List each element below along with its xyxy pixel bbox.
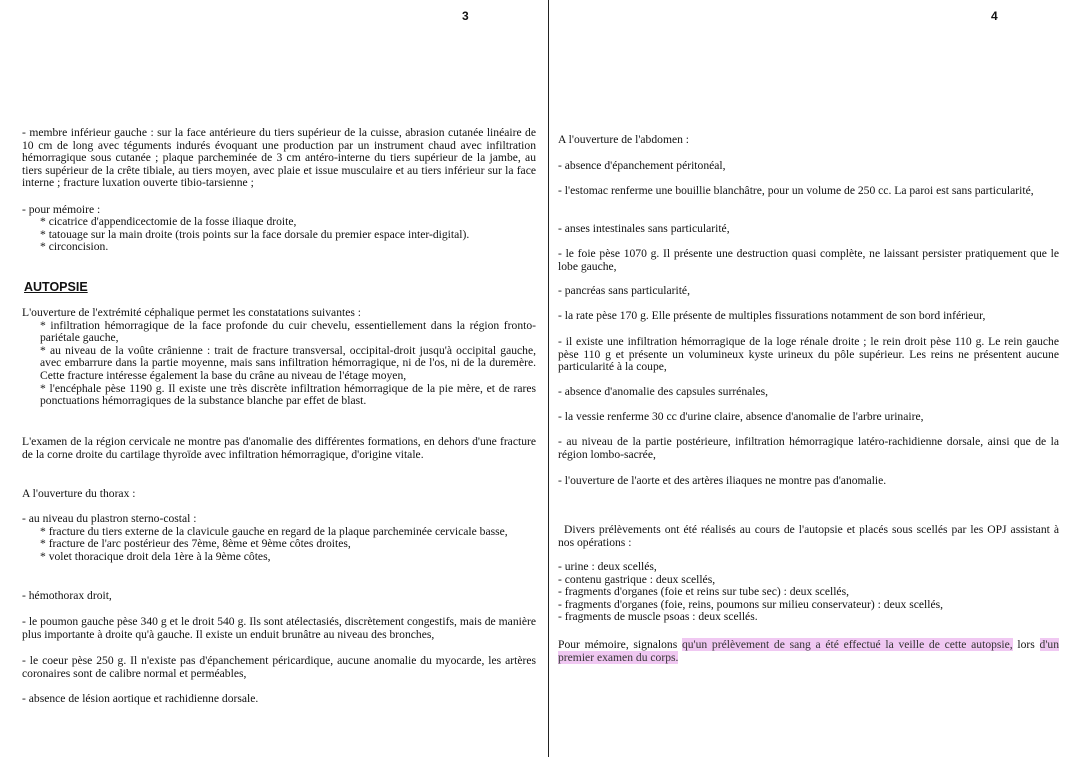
list-item: - l'ouverture de l'aorte et des artères iliaques ne montre pas d'anomalie. <box>558 474 887 487</box>
thorax-intro: A l'ouverture du thorax : <box>22 487 136 500</box>
list-item: - au niveau de la partie postérieure, infiltration hémorragique latéro-rachidienne dorsale, ainsi que de la région lombo-sacrée, <box>558 435 1059 461</box>
list-item: * cicatrice d'appendicectomie de la fosse iliaque droite, <box>40 215 297 228</box>
poumon-paragraph: - le poumon gauche pèse 340 g et le droit 540 g. Ils sont atélectasiés, discrètement congestifs, mais de manière plus importante à droite qu'à gauche. Il existe un enduit brunâtre au niveau des bronches, <box>22 615 536 641</box>
memoire-paragraph <box>558 639 1059 664</box>
list-item: - absence d'épanchement péritonéal, <box>558 159 726 172</box>
list-item: - contenu gastrique : deux scellés, <box>558 572 716 586</box>
list-item: - l'estomac renferme une bouillie blanchâtre, pour un volume de 250 cc. La paroi est sans particularité, <box>558 184 1034 197</box>
list-item: - la vessie renferme 30 cc d'urine claire, absence d'anomalie de l'arbre urinaire, <box>558 410 924 423</box>
autopsie-heading: AUTOPSIE <box>24 280 88 294</box>
hemothorax-item: - hémothorax droit, <box>22 589 112 602</box>
list-item: * circoncision. <box>40 240 109 254</box>
list-item: - pancréas sans particularité, <box>558 284 690 297</box>
memoire-list <box>22 216 536 254</box>
list-item: * tatouage sur la main droite (trois points sur la face dorsale du premier espace inter-digital). <box>40 227 470 241</box>
cephalique-section <box>22 307 536 408</box>
list-item: * infiltration hémorragique de la face profonde du cuir chevelu, essentiellement dans la région fronto-pariétale gauche, <box>40 318 536 345</box>
prelevements-intro: Divers prélèvements ont été réalisés au cours de l'autopsie et placés sous scellés par les OPJ assistant à nos opérations : <box>558 523 1059 549</box>
highlighted-text: qu'un prélèvement de sang a été effectué la veille de cette autopsie, <box>681 638 1013 651</box>
list-item: - fragments d'organes (foie, reins, poumons sur milieu conservateur) : deux scellés, <box>558 597 944 611</box>
highlighted-text: d'un premier examen du corps. <box>558 638 1060 664</box>
abdomen-intro: A l'ouverture de l'abdomen : <box>558 133 690 146</box>
list-item: * fracture de l'arc postérieur des 7ème, 8ème et 9ème côtes droites, <box>40 537 351 551</box>
coeur-paragraph: - le coeur pèse 250 g. Il n'existe pas d'épanchement péricardique, aucune anomalie du myocarde, les artères coronaires sont de calibre normal et perméables, <box>22 654 536 680</box>
list-item: * fracture du tiers externe de la clavicule gauche en regard de la plaque parcheminée cervicale basse, <box>40 524 508 538</box>
plastron-section <box>22 513 536 563</box>
list-item: * volet thoracique droit dela 1ère à la 9ème côtes, <box>40 549 271 563</box>
page-number: 4 <box>991 9 998 23</box>
memoire-title: - pour mémoire : <box>22 203 101 216</box>
list-item: * l'encéphale pèse 1190 g. Il existe une très discrète infiltration hémorragique de la pie mère, et de rares ponctuations hémorragiques de la substance blanche par effet de blast. <box>40 381 536 408</box>
list-item: - absence d'anomalie des capsules surrénales, <box>558 385 769 398</box>
list-item: - fragments d'organes (foie et reins sur tube sec) : deux scellés, <box>558 585 849 599</box>
scelles-list <box>558 561 1059 624</box>
page-divider <box>548 0 549 757</box>
right-page <box>550 0 1089 757</box>
list-item: - le foie pèse 1070 g. Il présente une destruction quasi complète, ne laissant persister pratiquement que le lobe gauche, <box>558 247 1059 273</box>
list-item: - fragments de muscle psoas : deux scellés. <box>558 610 758 624</box>
aortique-item: - absence de lésion aortique et rachidienne dorsale. <box>22 692 259 705</box>
cervicale-paragraph: L'examen de la région cervicale ne montre pas d'anomalie des différentes formations, en dehors d'une fracture de la corne droite du cartilage thyroïde avec infiltration hémorragique, d'origine vitale. <box>22 435 536 461</box>
list-item: - anses intestinales sans particularité, <box>558 222 730 235</box>
plastron-title: - au niveau du plastron sterno-costal : <box>22 512 197 525</box>
list-item: - la rate pèse 170 g. Elle présente de multiples fissurations notamment de son bord inférieur, <box>558 309 986 322</box>
list-item: * au niveau de la voûte crânienne : trait de fracture transversal, occipital-droit jusqu'à occipital gauche, avec embarrure dans la partie moyenne, mais sans infiltration hémorragique, ni de l'os, ni de la duremère. Cette fracture intéresse également la base du crâne au niveau de l'étage moyen, <box>40 343 536 382</box>
list-item: - il existe une infiltration hémorragique de la loge rénale droite ; le rein droit pèse 110 g. Le rein gauche pèse 110 g et présente un volumineux kyste urineux du pôle supérieur. Les reins ne présentent aucune particularité à la coupe, <box>558 335 1059 374</box>
page-number: 3 <box>462 9 469 23</box>
list-item: - urine : deux scellés, <box>558 560 657 573</box>
cephalique-intro: L'ouverture de l'extrémité céphalique permet les constatations suivantes : <box>22 306 361 319</box>
memoire-mid: lors <box>1012 638 1035 651</box>
memoire-prefix: Pour mémoire, signalons <box>558 638 678 651</box>
membre-inferieur-paragraph: - membre inférieur gauche : sur la face antérieure du tiers supérieur de la cuisse, abrasion cutanée linéaire de 10 cm de long avec téguments indurés évoquant une production par un instrument chaud avec infiltration hémorragique sous cutanée ; plaque parcheminée de 3 cm antéro-interne du tiers supérieur de la jambe, au tiers supérieur de la crête tibiale, au tiers moyen, avec plaie et issue musculaire et au tiers inférieur sur la face interne ; fracture luxation ouverte tibio-tarsienne ; <box>22 126 536 190</box>
